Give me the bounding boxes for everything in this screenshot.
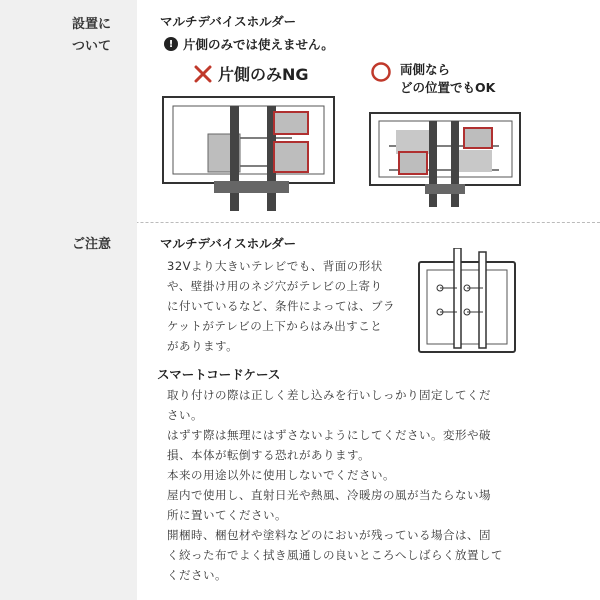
red-device-left <box>399 152 427 174</box>
case-caution-text <box>167 385 507 585</box>
text-line: はずす際は無理にはずさないようにしてください。変形や破 <box>167 428 491 442</box>
exclamation-icon: ! <box>164 37 178 51</box>
ok-diagram <box>369 112 526 208</box>
ng-diagram <box>162 96 337 212</box>
text-line: く絞った布でよく拭き風通しの良いところへしばらく放置して <box>167 548 503 562</box>
caution-content <box>137 222 600 600</box>
ng-label <box>194 62 309 85</box>
text-line: 所に置いてください。 <box>167 508 287 522</box>
section-caution <box>0 222 600 600</box>
installation-content <box>137 0 600 222</box>
text-line: 32Vより大きいテレビでも、背面の形状 <box>167 259 383 273</box>
red-device-right <box>464 128 492 148</box>
section-installation <box>0 0 600 222</box>
stand-neck <box>214 181 289 193</box>
caution-label: ご注意 <box>72 237 112 252</box>
holder-caution-text <box>167 256 417 356</box>
text-line: ください。 <box>167 568 227 582</box>
text-line: さい。 <box>167 408 203 422</box>
label-line-1: 設置に <box>72 17 112 32</box>
section-label-caution <box>0 222 137 600</box>
text-line: があります。 <box>167 339 239 353</box>
gray-device-right <box>456 150 492 172</box>
label-line-2: ついて <box>72 39 112 54</box>
warning-text: 片側のみでは使えません。 <box>183 37 334 52</box>
text-line: や、壁掛け用のネジ穴がテレビの上寄り <box>167 279 383 293</box>
holder-title: マルチデバイスホルダー <box>160 14 297 29</box>
text-line: 取り付けの際は正しく差し込みを行いしっかり固定してくだ <box>167 388 491 402</box>
text-line: 損、本体が転倒する恐れがあります。 <box>167 448 371 462</box>
bracket-left <box>230 106 239 211</box>
gray-device-left <box>396 130 430 154</box>
ng-text: 片側のみNG <box>218 65 309 84</box>
bracket-right <box>451 121 459 207</box>
red-device-upper <box>274 112 308 134</box>
section-label-installation <box>0 0 137 222</box>
bracket-illustration <box>417 248 517 358</box>
text-line: に付いているなど、条件によっては、ブラ <box>167 299 395 313</box>
red-device-lower <box>274 142 308 172</box>
bracket-left <box>429 121 437 207</box>
ok-line-2: どの位置でもOK <box>400 80 496 95</box>
circle-icon <box>370 61 392 83</box>
warning-row <box>164 35 334 53</box>
text-line: 本来の用途以外に使用しないでください。 <box>167 468 395 482</box>
ok-label <box>370 61 495 97</box>
stand-neck <box>425 184 465 194</box>
ok-line-1: 両側なら <box>400 62 451 77</box>
case-caution-title: スマートコードケース <box>157 367 281 382</box>
holder-caution-title: マルチデバイスホルダー <box>160 236 297 251</box>
cross-icon <box>194 65 212 83</box>
text-line: 屋内で使用し、直射日光や熱風、冷暖房の風が当たらない場 <box>167 488 491 502</box>
bracket-left <box>454 248 461 348</box>
text-line: 開梱時、梱包材や塗料などのにおいが残っている場合は、固 <box>167 528 491 542</box>
bracket-right <box>479 252 486 348</box>
text-line: ケットがテレビの上下からはみ出すこと <box>167 319 383 333</box>
